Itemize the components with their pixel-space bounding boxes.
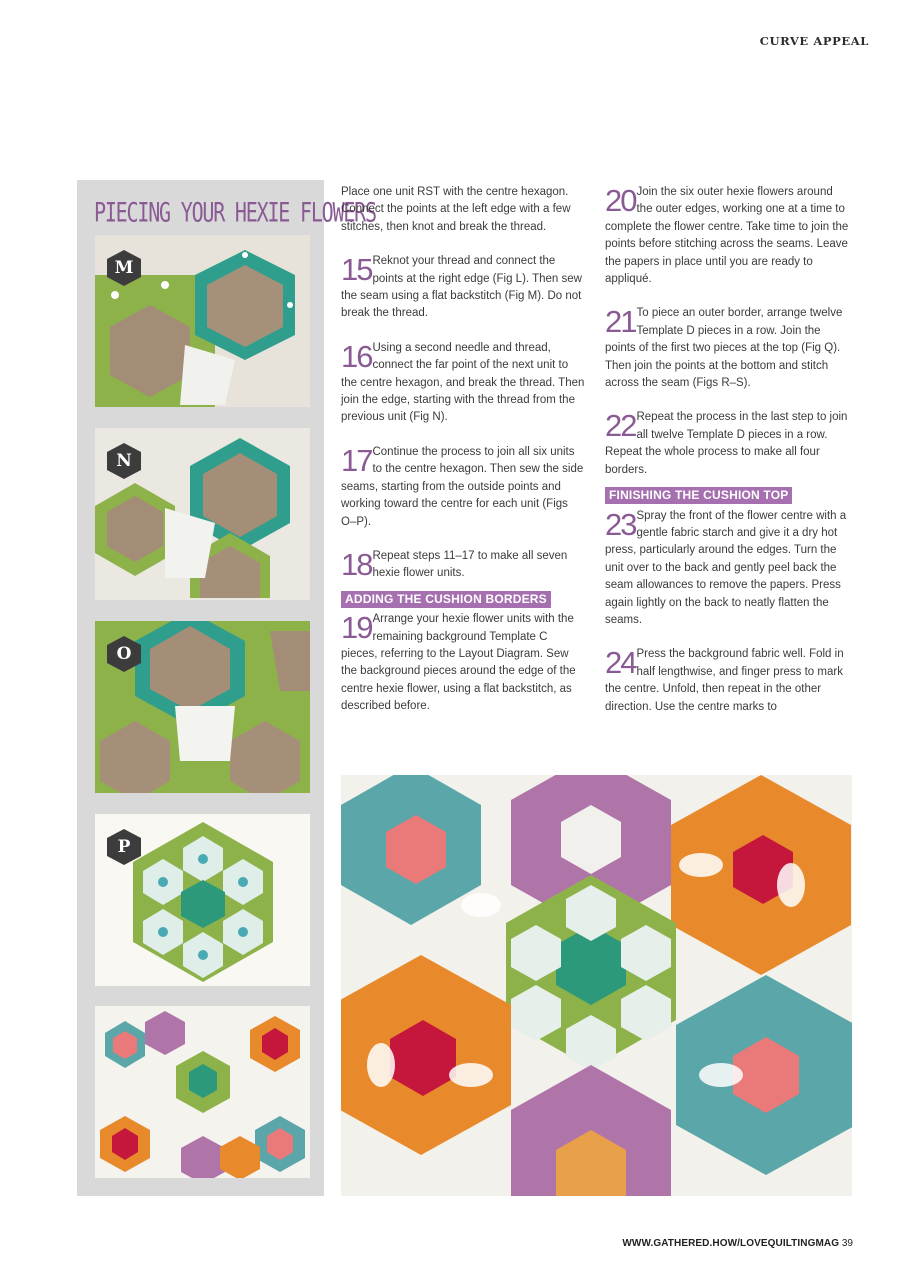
section-heading-finishing: FINISHING THE CUSHION TOP <box>605 487 792 504</box>
step-16: 16 Using a second needle and thread, connect the far point of the next unit to the centre hexagon, and break the thread. Then join the edge, starting with the thread from the previous unit (Fig N). <box>341 338 585 424</box>
magazine-url: WWW.GATHERED.HOW/LOVEQUILTINGMAG <box>622 1238 840 1249</box>
text-column-1 <box>341 184 586 733</box>
figure-n-photo <box>95 428 310 600</box>
quilt-photo <box>341 775 852 1196</box>
sidebar-title: PIECING YOUR HEXIE FLOWERS <box>94 196 376 229</box>
step-15: 15 Reknot your thread and connect the points at the right edge (Fig L). Then sew the seam using a flat backstitch (Fig M). Do not break the thread. <box>341 252 582 320</box>
section-title: CURVE APPEAL <box>759 34 869 48</box>
step-24: 24 Press the background fabric well. Fold in half lengthwise, and finger press to mark the centre. Unfold, then repeat in the other direction. Use the centre marks to <box>605 645 844 713</box>
figure-badge-n: N <box>106 442 142 480</box>
step-18: 18 Repeat steps 11–17 to make all seven hexie flower units. <box>341 546 568 582</box>
step-19: 19 Arrange your hexie flower units with the remaining background Template C pieces, referring to the Layout Diagram. Sew the background pieces around the edge of the centre hexie flower, using a flat backstitch, as described before. <box>341 610 576 713</box>
step-20: 20 Join the six outer hexie flowers around the outer edges, working one at a time to complete the flower centre. Take time to join the points before stitching across the seams. Leave the papers in place until you are ready to appliqué. <box>605 183 849 286</box>
figure-badge-m: M <box>106 249 142 287</box>
finished-quilt-thumbnail <box>95 1006 310 1178</box>
figure-m-photo <box>95 235 310 407</box>
page-number: 39 <box>841 1238 853 1249</box>
step-17: 17 Continue the process to join all six units to the centre hexagon. Then sew the side seams, starting from the outside points and working toward the centre for each unit (Figs O–P). <box>341 442 584 528</box>
figure-o-photo <box>95 621 310 793</box>
sidebar-panel <box>77 180 376 1196</box>
intro-paragraph: Place one unit RST with the centre hexagon. Connect the points at the left edge with a few stitches, then knot and break the thread. <box>341 186 571 233</box>
step-22: 22 Repeat the process in the last step to join all twelve Template D pieces in a row. Repeat the whole process to make all four borders. <box>605 408 848 476</box>
figure-badge-o: O <box>106 635 142 673</box>
figure-badge-p: P <box>106 828 142 866</box>
step-23: 23 Spray the front of the flower centre with a gentle fabric starch and give it a dry hot press, particularly around the edges. Turn the unit over to the back and gently peel back the seam allowances to remove the papers. Press again lightly on the back to neatly flatten the seams. <box>605 506 847 626</box>
text-column-2 <box>605 184 850 733</box>
page-footer <box>622 1238 853 1249</box>
section-heading-borders: ADDING THE CUSHION BORDERS <box>341 591 551 608</box>
step-21: 21 To piece an outer border, arrange twelve Template D pieces in a row. Join the points of the first two pieces at the top (Fig Q). Then join the points at the bottom and stitch across the seam (Figs R–S). <box>605 304 843 390</box>
figure-p-photo <box>95 814 310 986</box>
